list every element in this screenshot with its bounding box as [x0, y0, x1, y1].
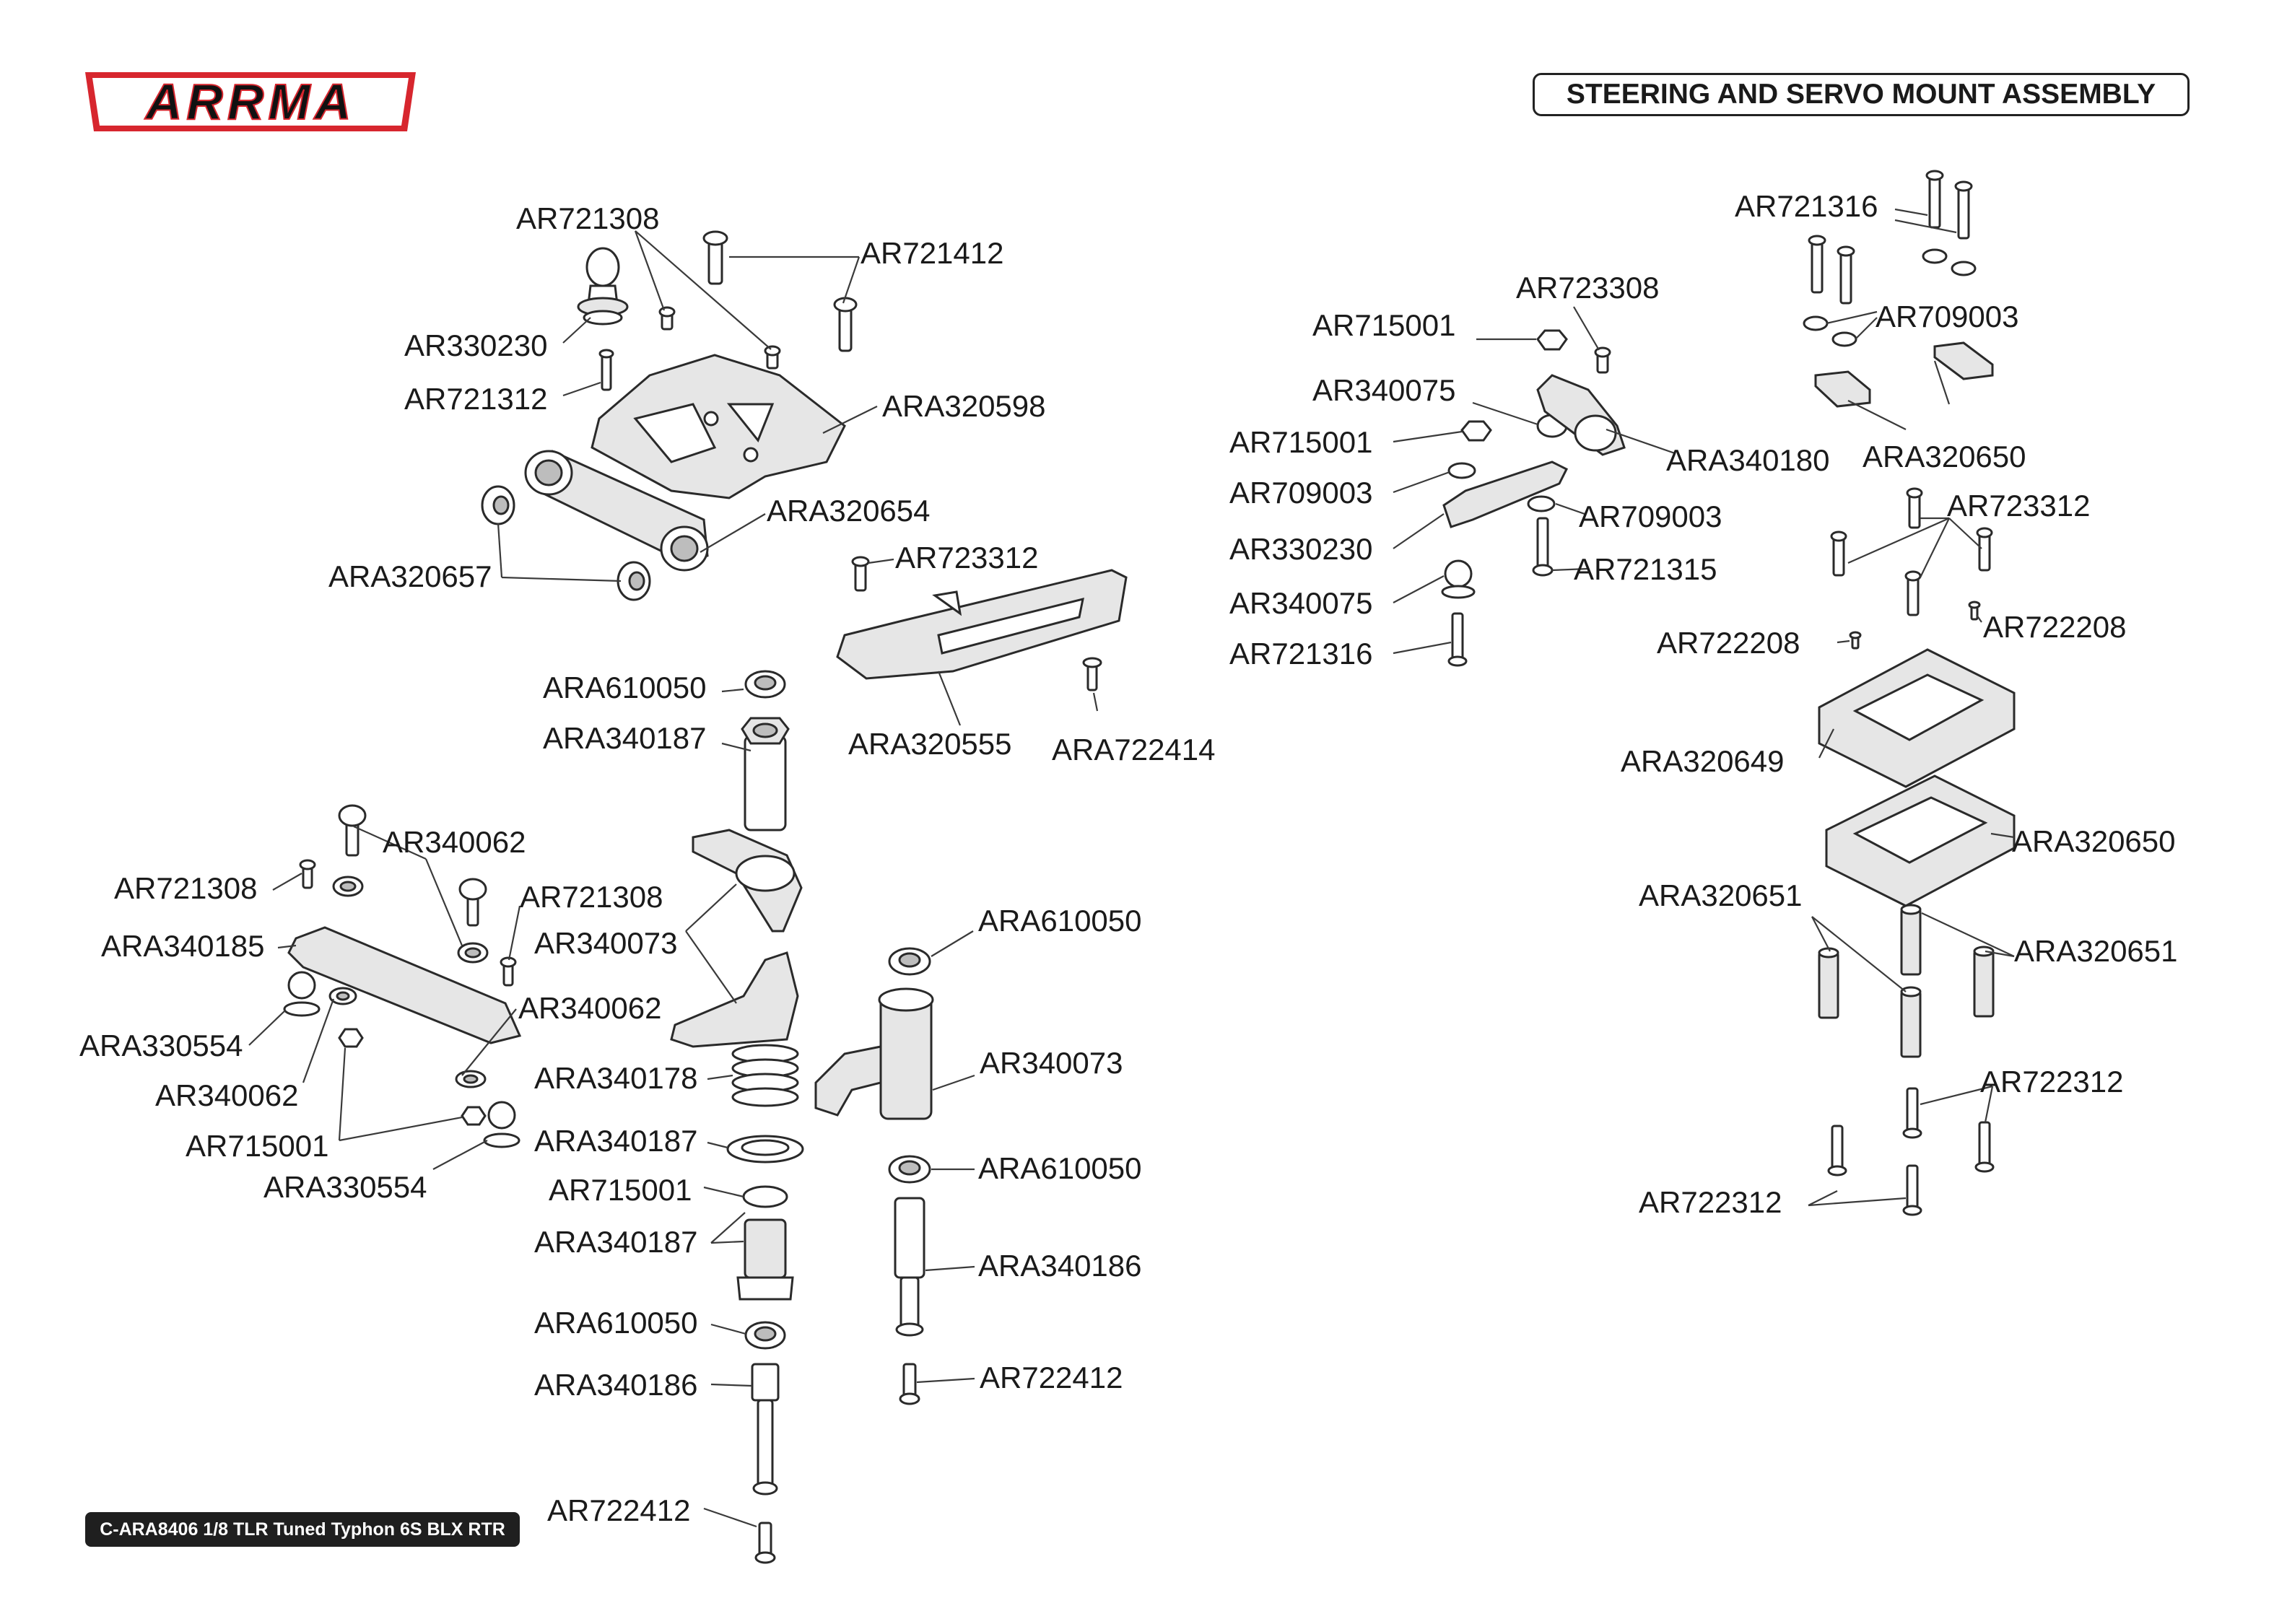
screw-part: [1906, 572, 1920, 615]
ball-stud-part: [578, 248, 627, 324]
o-ring-part: [744, 1187, 787, 1207]
part-label: AR722412: [980, 1361, 1123, 1394]
part-label: ARA340186: [978, 1249, 1142, 1283]
nut-part: [339, 1029, 362, 1047]
part-label: ARA340187: [543, 721, 707, 755]
part-label: AR722312: [1639, 1185, 1782, 1219]
washer-part: [456, 1071, 485, 1087]
washer-part: [1449, 463, 1475, 478]
screw-part: [835, 298, 856, 351]
part-label: AR340062: [155, 1078, 299, 1112]
part-label: ARA320555: [848, 727, 1012, 761]
part-label: ARA320651: [1639, 878, 1803, 912]
standoff-part: [1819, 948, 1838, 1018]
screw-part: [1831, 532, 1846, 575]
washer-part: [1804, 317, 1827, 330]
right-post-stack: [816, 948, 933, 1404]
screw-part: [600, 350, 613, 390]
standoff-part: [1974, 947, 1993, 1016]
washer-part: [458, 943, 487, 962]
screw-part: [756, 1523, 775, 1563]
part-label: AR723308: [1516, 271, 1660, 305]
part-label: ARA330554: [79, 1029, 243, 1062]
part-label: AR721308: [114, 871, 258, 905]
part-label: ARA320651: [2014, 934, 2178, 968]
screw-part: [853, 557, 868, 590]
page-title: STEERING AND SERVO MOUNT ASSEMBLY: [1533, 73, 2190, 116]
part-label: AR722208: [1983, 610, 2127, 644]
brand-text: ARRMA: [145, 74, 356, 130]
nut-part: [1538, 331, 1567, 349]
part-label: ARA320650: [2012, 824, 2176, 858]
top-plate-part: [592, 355, 845, 498]
part-label: ARA340187: [534, 1124, 698, 1158]
part-label: AR723312: [895, 541, 1039, 575]
ball-stud-part: [484, 1102, 519, 1147]
washer-part: [1923, 250, 1946, 263]
post-part: [752, 1364, 778, 1494]
screw-part: [1904, 1088, 1921, 1138]
part-label: ARA610050: [978, 1151, 1142, 1185]
part-label: AR715001: [1229, 425, 1373, 459]
standoff-part: [1901, 987, 1920, 1057]
part-label: AR709003: [1876, 300, 2019, 333]
screw-part: [460, 879, 486, 925]
washer-part: [330, 988, 356, 1004]
part-label: AR721412: [861, 236, 1004, 270]
part-label: AR722208: [1657, 626, 1800, 660]
nut-part: [1462, 422, 1491, 440]
screw-part: [1533, 518, 1552, 575]
center-post-stack: [671, 671, 803, 1563]
brand-logo-graphic: [81, 66, 420, 137]
part-label: ARA320654: [767, 494, 931, 528]
screw-part: [1838, 247, 1854, 303]
screw-part: [1956, 182, 1972, 238]
screw-part: [765, 346, 780, 368]
mount-block-part: [1935, 343, 1992, 379]
part-label: AR721315: [1574, 552, 1717, 586]
part-label: AR721308: [520, 880, 663, 914]
screw-part: [300, 860, 315, 888]
part-label: AR723312: [1947, 489, 2091, 523]
part-label: AR330230: [404, 328, 548, 362]
part-label: ARA320598: [882, 389, 1046, 423]
arrma-logo: [81, 66, 420, 137]
part-label: AR721312: [404, 382, 548, 416]
screw-part: [1977, 528, 1992, 570]
part-label: ARA340187: [534, 1225, 698, 1259]
washer-part: [1952, 262, 1975, 275]
steering-rack-group: [837, 557, 1126, 690]
part-label: AR715001: [186, 1129, 329, 1163]
part-label: ARA610050: [978, 904, 1142, 938]
part-label: AR340073: [980, 1046, 1123, 1080]
part-label: AR721308: [516, 201, 660, 235]
bearing-part: [889, 1156, 930, 1182]
part-label: AR722412: [547, 1493, 691, 1527]
screw-part: [900, 1364, 919, 1404]
part-label: AR340062: [518, 991, 662, 1025]
part-label: AR330230: [1229, 532, 1373, 566]
screw-part: [704, 232, 727, 284]
part-label: ARA320650: [1863, 440, 2026, 473]
part-label: AR340075: [1312, 373, 1456, 407]
screw-part: [660, 307, 674, 329]
screw-part: [1904, 1166, 1921, 1215]
bushing-part: [482, 486, 514, 524]
screw-part: [1976, 1122, 1993, 1171]
screw-part: [1595, 348, 1610, 372]
part-label: ARA610050: [534, 1306, 698, 1340]
nut-part: [462, 1107, 485, 1125]
part-label: AR340075: [1229, 586, 1373, 620]
part-label: ARA722414: [1052, 733, 1216, 767]
part-label: AR709003: [1229, 476, 1373, 510]
bearing-part: [746, 1322, 785, 1348]
bearing-part: [746, 671, 785, 697]
part-label: AR721316: [1735, 189, 1878, 223]
screw-part: [1850, 632, 1860, 648]
hex-nut-part: [742, 718, 788, 830]
part-label: ARA340178: [534, 1061, 698, 1095]
standoff-part: [1901, 905, 1920, 974]
post-part: [895, 1198, 924, 1335]
screw-part: [1907, 489, 1922, 528]
part-label: ARA610050: [543, 671, 707, 704]
part-label: ARA330554: [263, 1170, 427, 1204]
part-label: ARA340185: [101, 929, 265, 963]
washer-part: [1833, 333, 1856, 346]
upper-plate-group: [482, 232, 856, 600]
screw-part: [1084, 658, 1101, 690]
servo-horn-group: [1442, 331, 1624, 665]
screw-part: [1829, 1126, 1846, 1175]
screw-part: [1449, 614, 1466, 665]
part-label: ARA340186: [534, 1368, 698, 1402]
washer-part: [1528, 497, 1554, 511]
part-label: AR721316: [1229, 637, 1373, 671]
threaded-collar-part: [738, 1220, 793, 1299]
model-footer: C-ARA8406 1/8 TLR Tuned Typhon 6S BLX RTR: [85, 1512, 520, 1547]
part-label: AR715001: [549, 1173, 692, 1207]
part-label: AR340062: [383, 825, 526, 859]
part-label: AR709003: [1579, 499, 1722, 533]
part-label: AR715001: [1312, 308, 1456, 342]
ball-stud-part: [284, 972, 319, 1016]
washer-part: [728, 1136, 803, 1162]
bearing-part: [889, 948, 930, 974]
part-label: AR722312: [1980, 1065, 2124, 1099]
part-label: ARA320649: [1621, 744, 1785, 778]
washer-part: [334, 877, 362, 896]
part-label: AR340073: [534, 926, 678, 960]
mount-block-part: [1816, 372, 1870, 406]
screw-part: [501, 958, 515, 985]
bellcrank-part: [816, 989, 933, 1119]
bushing-part: [618, 562, 650, 600]
part-label: ARA340180: [1666, 443, 1830, 477]
ball-stud-part: [1442, 561, 1474, 598]
spring-part: [733, 1045, 798, 1106]
screw-part: [1809, 236, 1825, 292]
screw-part: [1927, 171, 1943, 227]
part-label: ARA320657: [328, 559, 492, 593]
